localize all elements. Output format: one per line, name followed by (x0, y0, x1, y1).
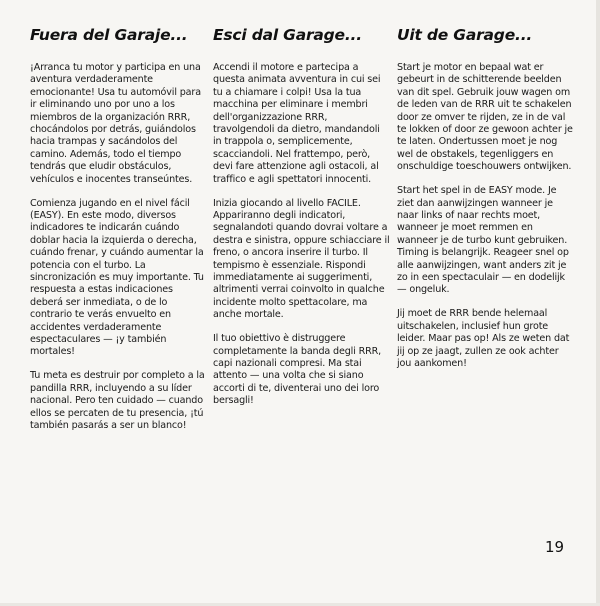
spanish-paragraph-2: Comienza jugando en el nivel fácil (EASY). En este modo, diversos indicadores te indicarán cuándo doblar hacia la izquierda o derecha, cuándo frenar, y cuándo aumentar la potencia con el turbo. La sincronización es muy importante. Tu respuesta a estas indicaciones deberá ser inmediata, o de lo contrario te verás envuelto en accidentes verdaderamente espectaculares — ¡y también mortales! (30, 197, 204, 358)
italian-paragraph-1: Accendi il motore e partecipa a questa animata avventura in cui sei tu a chiamare i colpi! Usa la tua macchina per eliminare i membri dell'organizzazione RRR, travolgendoli da dietro, mandandoli in trappola o, semplicemente, scacciandoli. Nel frattempo, però, devi fare attenzione agli ostacoli, al traffico e agli spettatori innocenti. (213, 62, 381, 185)
dutch-paragraph-3: Jij moet de RRR bende helemaal uitschakelen, inclusief hun grote leider. Maar pas op! Als ze weten dat jij op ze jaagt, zullen ze ook achter jou aankomen! (397, 308, 570, 369)
italian-paragraph-2: Inizia giocando al livello FACILE. Appariranno degli indicatori, segnalandoti quando dovrai voltare a destra e sinistra, oppure schiacciare il freno, o ancora inserire il turbo. Il tempismo è essenziale. Rispondi immediatamente ai suggerimenti, altrimenti verrai coinvolto in qualche incidente molto spettacolare, ma anche mortale. (213, 197, 390, 321)
dutch-paragraph-1: Start je motor en bepaal wat er gebeurt in de schitterende beelden van dit spel. Gebruik jouw wagen om de leden van de RRR uit te schakelen door ze omver te rijden, ze in de val te lokken of door ze gewoon achter je te laten. Ondertussen moet je nog wel de obstakels, tegenliggers en onschuldige toeschouwers ontwijken. (397, 62, 573, 173)
dutch-heading: Uit de Garage... (397, 26, 533, 44)
page-number: 19 (545, 538, 565, 556)
page-edge (596, 0, 600, 606)
italian-heading: Esci dal Garage... (213, 26, 362, 44)
italian-paragraph-3: Il tuo obiettivo è distruggere completamente la banda degli RRR, capi nazionali compresi. Ma stai attento — una volta che si siano accorti di te, diventerai uno dei loro bersagli! (213, 333, 382, 407)
dutch-column (397, 26, 575, 382)
spanish-paragraph-1: ¡Arranca tu motor y participa en una aventura verdaderamente emocionante! Usa tu automóvil para ir eliminando uno por uno a los miembros de la organización RRR, chocándolos por detrás, guiándolos hacia trampas y sacándolos del camino. Además, todo el tiempo tendrás que eludir obstáculos, vehículos e inocentes transeúntes. (30, 62, 201, 185)
spanish-heading: Fuera del Garaje... (30, 26, 188, 44)
italian-column (213, 26, 391, 419)
spanish-column (30, 26, 208, 444)
dutch-paragraph-2: Start het spel in de EASY mode. Je ziet dan aanwijzingen wanneer je naar links of naar rechts moet, wanneer je moet remmen en wanneer je de turbo kunt gebruiken. Timing is belangrijk. Reageer snel op alle aanwijzingen, want anders zit je zo in een spectaculair — en dodelijk — ongeluk. (397, 185, 569, 296)
spanish-paragraph-3: Tu meta es destruir por completo a la pandilla RRR, incluyendo a su líder nacional. Pero ten cuidado — cuando ellos se percaten de tu presencia, ¡tú también pasarás a ser un blanco! (30, 370, 205, 431)
